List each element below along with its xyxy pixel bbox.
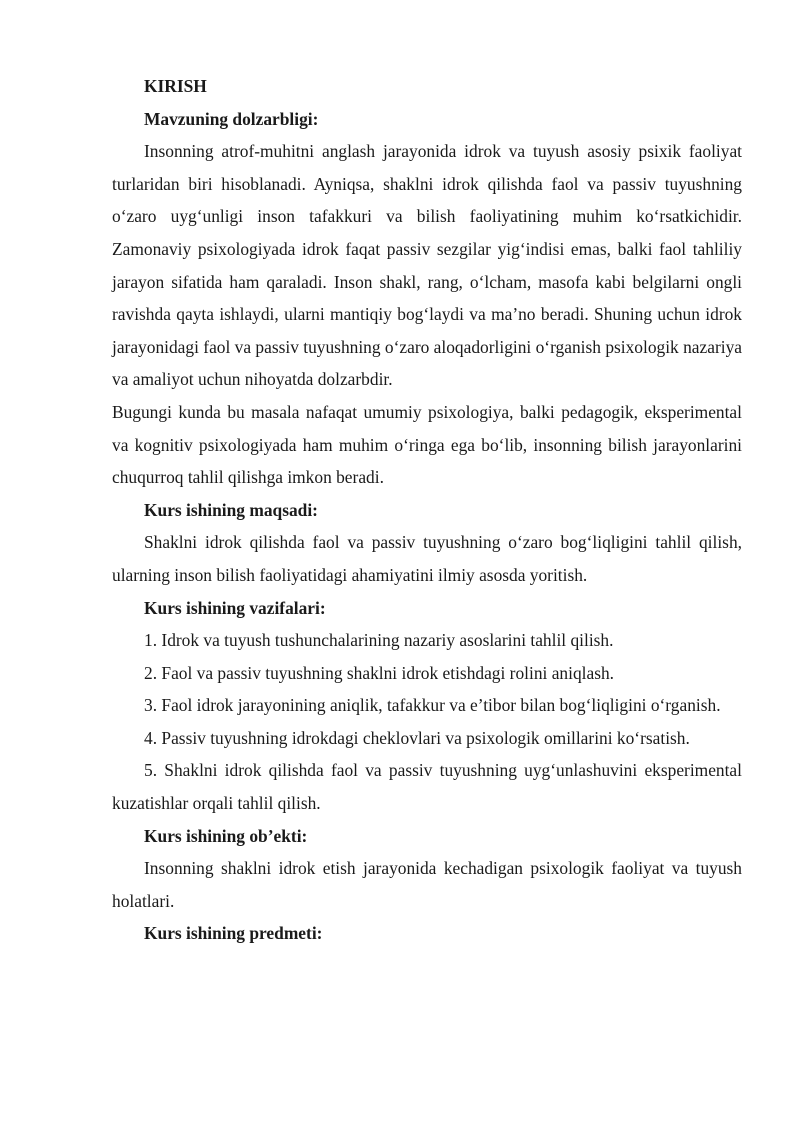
list-text: Faol va passiv tuyushning shaklni idrok etishdagi rolini aniqlash. <box>161 662 615 683</box>
document-page <box>112 70 742 950</box>
predmet-heading: Kurs ishining predmeti: <box>144 923 323 944</box>
vazifalar-heading: Kurs ishining vazifalari: <box>144 597 326 618</box>
list-text: Shaklni idrok qilishda faol va passiv tuyushning uyg‘unlashuvini eksperimental kuzatishlar orqali tahlil qilish. <box>112 760 742 814</box>
list-item <box>112 657 742 690</box>
list-text: Faol idrok jarayonining aniqlik, tafakkur va e’tibor bilan bog‘liqligini o‘rganish. <box>161 695 721 716</box>
list-item <box>112 722 742 755</box>
obyekt-heading: Kurs ishining ob’ekti: <box>144 825 308 846</box>
list-number: 4. <box>144 727 158 748</box>
list-text: Idrok va tuyush tushunchalarining nazariy asoslarini tahlil qilish. <box>161 630 614 651</box>
section-title: KIRISH <box>144 76 207 96</box>
obyekt-paragraph: Insonning shaklni idrok etish jarayonida kechadigan psixologik faoliyat va tuyush holatlari. <box>112 858 742 911</box>
list-item <box>112 689 742 722</box>
dolzarblik-heading: Mavzuning dolzarbligi: <box>144 108 319 129</box>
list-item <box>112 624 742 657</box>
maqsad-heading: Kurs ishining maqsadi: <box>144 499 318 520</box>
list-number: 3. <box>144 695 158 716</box>
list-text: Passiv tuyushning idrokdagi cheklovlari va psixologik omillarini ko‘rsatish. <box>161 727 690 748</box>
dolzarblik-paragraph-2: Bugungi kunda bu masala nafaqat umumiy psixologiya, balki pedagogik, eksperimental va kognitiv psixologiyada ham muhim o‘ringa ega bo‘lib, insonning bilish jarayonlarini chuqurroq tahlil qilishga imkon beradi. <box>112 401 742 488</box>
list-number: 1. <box>144 630 158 651</box>
list-number: 5. <box>144 760 158 781</box>
list-number: 2. <box>144 662 158 683</box>
dolzarblik-paragraph-1: Insonning atrof-muhitni anglash jarayonida idrok va tuyush asosiy psixik faoliyat turlaridan biri hisoblanadi. Ayniqsa, shaklni idrok qilishda faol va passiv tuyushning o‘zaro uyg‘unligi inson tafakkuri va bilish faoliyatining muhim ko‘rsatkichidir. Zamonaviy psixologiyada idrok faqat passiv sezgilar yig‘indisi emas, balki faol tahliliy jarayon sifatida ham qaraladi. Inson shakl, rang, o‘lcham, masofa kabi belgilarni ongli ravishda qayta ishlaydi, ularni mantiqiy bog‘laydi va ma’no beradi. Shuning uchun idrok jarayonidagi faol va passiv tuyushning o‘zaro aloqadorligini o‘rganish psixologik nazariya va amaliyot uchun nihoyatda dolzarbdir. <box>112 141 742 390</box>
list-item <box>112 754 742 819</box>
maqsad-paragraph: Shaklni idrok qilishda faol va passiv tuyushning o‘zaro bog‘liqligini tahlil qilish, ularning inson bilish faoliyatidagi ahamiyatini ilmiy asosda yoritish. <box>112 532 742 585</box>
